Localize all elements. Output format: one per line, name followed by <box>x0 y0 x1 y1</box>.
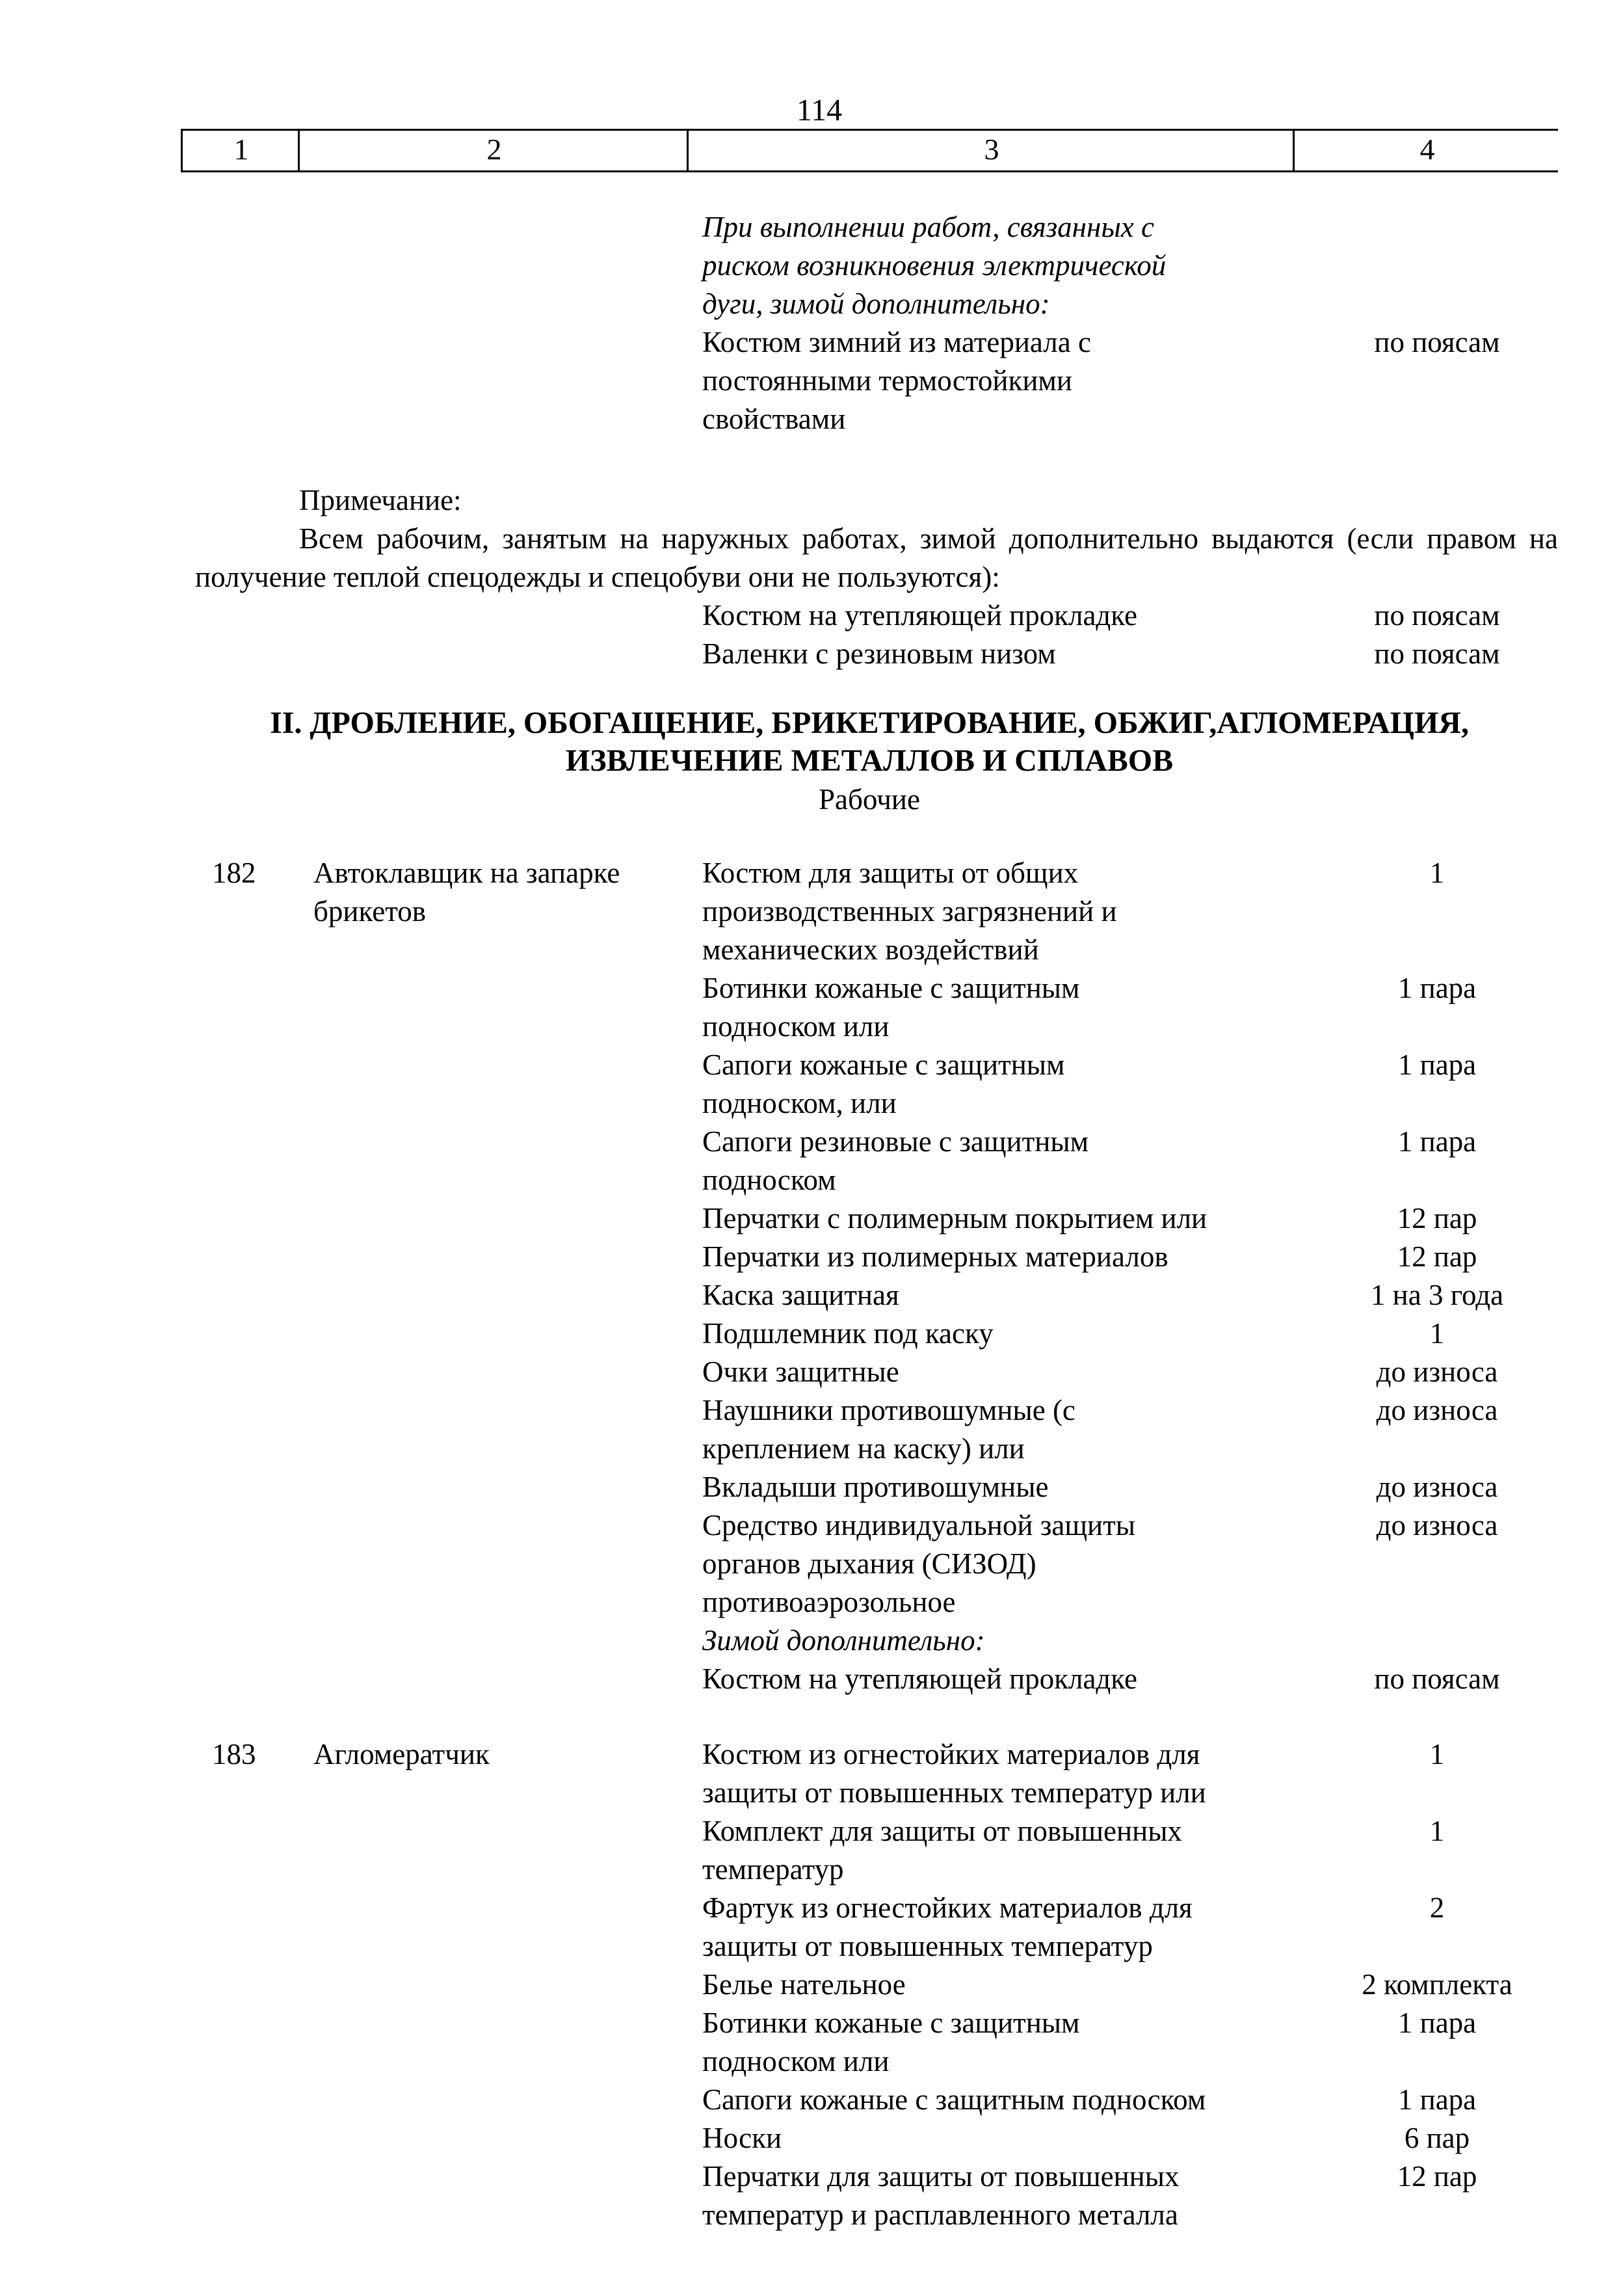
item-norm: до износа <box>1376 1509 1498 1542</box>
item-name-line: Вкладыши противошумные <box>702 1471 1049 1503</box>
note-text: Всем рабочим, занятым на наружных работах, зимой дополнительно выдаются (если правом на получение теплой спецодежды и спецобуви они не пользуются): <box>195 522 1558 593</box>
entry-number: 183 <box>212 1738 256 1770</box>
item-name-line: Костюм для защиты от общих <box>702 857 1079 889</box>
item-norm: по поясам <box>1374 1662 1500 1695</box>
item-norm: до износа <box>1376 1471 1498 1503</box>
item-norm: 1 <box>1429 1738 1445 1770</box>
item-name-line: защиты от повышенных температур или <box>702 1776 1206 1809</box>
item-name-line: креплением на каску) или <box>702 1432 1025 1465</box>
item-name-line: свойствами <box>702 403 846 435</box>
item-norm: 1 пара <box>1397 2007 1477 2039</box>
item-norm: 6 пар <box>1404 2122 1470 2154</box>
item-name-line: Костюм зимний из материала с <box>702 326 1091 358</box>
item-norm: 1 пара <box>1397 972 1477 1004</box>
item-name-line: механических воздействий <box>702 933 1039 966</box>
item-norm: 2 <box>1429 1891 1445 1924</box>
item-norm: 12 пар <box>1397 1202 1477 1235</box>
note-item-norm: по поясам <box>1374 637 1500 670</box>
item-name-line: Перчатки с полимерным покрытием или <box>702 1202 1207 1235</box>
item-norm: 2 комплекта <box>1362 1968 1512 2001</box>
item-norm: 1 пара <box>1397 1048 1477 1081</box>
item-name-line: Белье нательное <box>702 1968 906 2001</box>
header-col-3: 3 <box>687 129 1295 170</box>
item-name-line: Ботинки кожаные с защитным <box>702 972 1080 1004</box>
header-col-1: 1 <box>181 129 300 170</box>
header-col-2: 2 <box>298 129 689 170</box>
item-name-line: защиты от повышенных температур <box>702 1930 1153 1962</box>
item-norm: до износа <box>1376 1394 1498 1426</box>
item-norm: 1 <box>1429 857 1445 889</box>
header-col-4: 4 <box>1293 129 1560 170</box>
item-name-line: Костюм из огнестойких материалов для <box>702 1738 1200 1770</box>
profession-line: брикетов <box>313 895 427 928</box>
item-name-line: Средство индивидуальной защиты <box>702 1509 1136 1542</box>
item-name-line: Ботинки кожаные с защитным <box>702 2007 1080 2039</box>
item-name-line: Наушники противошумные (с <box>702 1394 1075 1426</box>
page-number: 114 <box>796 93 843 127</box>
header-bottom-border <box>181 170 1558 172</box>
italic-condition-line: риском возникновения электрической <box>702 249 1167 282</box>
item-name-line: Подшлемник под каску <box>702 1317 994 1350</box>
item-name-line: постоянными термостойкими <box>702 364 1072 397</box>
italic-condition-line: дуги, зимой дополнительно: <box>702 287 1050 320</box>
item-name-line: Комплект для защиты от повышенных <box>702 1815 1182 1847</box>
note-item-name: Костюм на утепляющей прокладке <box>702 599 1138 632</box>
section-subtitle: Рабочие <box>819 783 920 816</box>
note-item-name: Валенки с резиновым низом <box>702 637 1056 670</box>
item-name-line: Перчатки из полимерных материалов <box>702 1240 1168 1273</box>
item-name-line: Сапоги кожаные с защитным подноском <box>702 2083 1206 2116</box>
item-norm: 1 пара <box>1397 2083 1477 2116</box>
item-name-line: Носки <box>702 2122 782 2154</box>
item-name-line: органов дыхания (СИЗОД) <box>702 1547 1036 1580</box>
item-name-line: Костюм на утепляющей прокладке <box>702 1662 1138 1695</box>
item-norm: 1 пара <box>1397 1125 1477 1158</box>
item-name-line: Сапоги кожаные с защитным <box>702 1048 1065 1081</box>
winter-label: Зимой дополнительно: <box>702 1624 985 1657</box>
item-norm: 12 пар <box>1397 2160 1477 2193</box>
item-name-line: подноском или <box>702 1010 890 1043</box>
note-title: Примечание: <box>299 484 462 516</box>
item-name-line: Перчатки для защиты от повышенных <box>702 2160 1180 2193</box>
item-norm: до износа <box>1376 1355 1498 1388</box>
item-norm: 1 на 3 года <box>1370 1279 1504 1311</box>
profession-line: Автоклавщик на запарке <box>313 857 620 889</box>
profession-line: Агломератчик <box>313 1738 490 1770</box>
italic-condition-line: При выполнении работ, связанных с <box>702 211 1154 243</box>
item-norm: 12 пар <box>1397 1240 1477 1273</box>
item-norm: 1 <box>1429 1317 1445 1350</box>
item-name-line: подноском, или <box>702 1087 897 1119</box>
item-name-line: подноском <box>702 1164 836 1196</box>
item-name-line: Каска защитная <box>702 1279 899 1311</box>
section-title-line2: ИЗВЛЕЧЕНИЕ МЕТАЛЛОВ И СПЛАВОВ <box>565 743 1174 778</box>
note-item-norm: по поясам <box>1374 599 1500 632</box>
item-name-line: производственных загрязнений и <box>702 895 1117 928</box>
item-norm: 1 <box>1429 1815 1445 1847</box>
item-name-line: противоаэрозольное <box>702 1586 956 1618</box>
item-norm: по поясам <box>1374 326 1500 358</box>
item-name-line: температур <box>702 1853 844 1886</box>
item-name-line: подноском или <box>702 2045 890 2077</box>
item-name-line: Сапоги резиновые с защитным <box>702 1125 1089 1158</box>
section-title: II. ДРОБЛЕНИЕ, ОБОГАЩЕНИЕ, БРИКЕТИРОВАНИЕ, ОБЖИГ,АГЛОМЕРАЦИЯ, <box>270 706 1469 740</box>
entry-number: 182 <box>212 857 256 889</box>
item-name-line: Фартук из огнестойких материалов для <box>702 1891 1193 1924</box>
item-name-line: Очки защитные <box>702 1355 899 1388</box>
item-name-line: температур и расплавленного металла <box>702 2198 1178 2231</box>
